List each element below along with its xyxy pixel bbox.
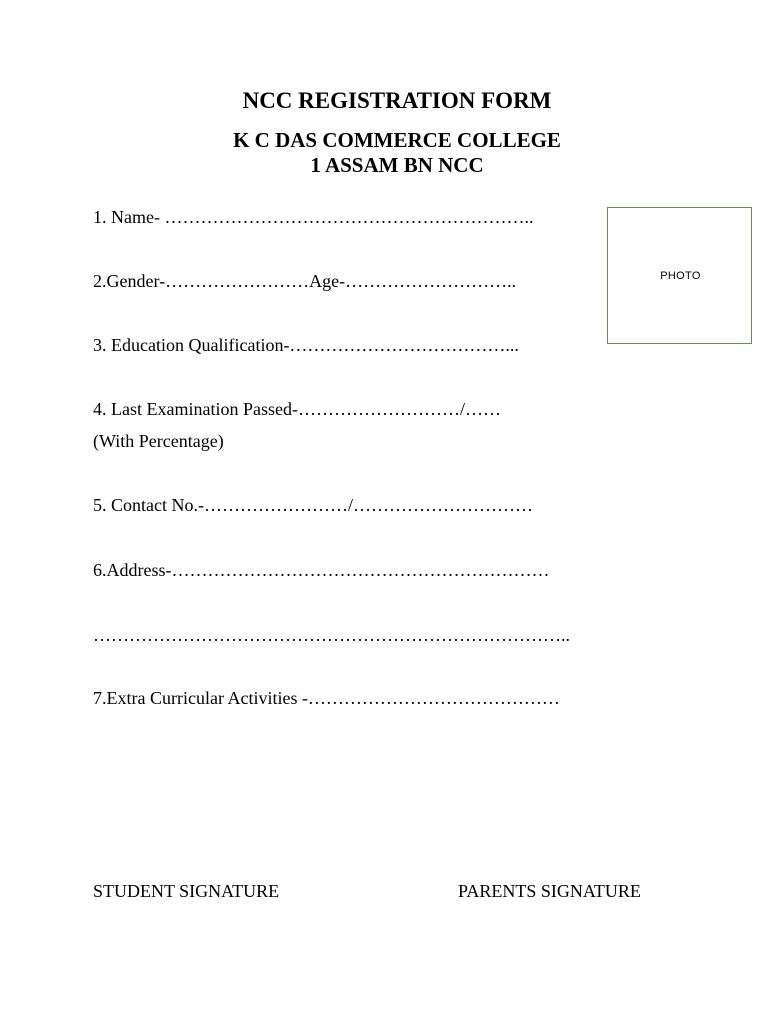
last-examination-field: 4. Last Examination Passed-………………………/…… [93,399,501,419]
extra-curricular-field: 7.Extra Curricular Activities -…………………………………… [93,688,560,708]
photo-box [607,207,752,344]
address-continuation-line: …………………………………………………………………….. [93,625,570,645]
contact-number-field: 5. Contact No.-……………………/………………………… [93,495,533,515]
college-name: K C DAS COMMERCE COLLEGE [233,128,561,152]
ncc-unit: 1 ASSAM BN NCC [310,153,484,177]
with-percentage-note: (With Percentage) [93,431,224,451]
name-field: 1. Name- …………………………………………………….. [93,207,534,227]
address-field: 6.Address-……………………………………………………… [93,560,550,580]
student-signature-label: STUDENT SIGNATURE [93,881,280,901]
photo-label: PHOTO [660,270,701,282]
education-qualification-field: 3. Education Qualification-………………………………... [93,335,519,355]
gender-age-field: 2.Gender-……………………Age-……………………….. [93,271,517,291]
form-title: NCC REGISTRATION FORM [242,88,552,113]
parents-signature-label: PARENTS SIGNATURE [458,881,641,901]
